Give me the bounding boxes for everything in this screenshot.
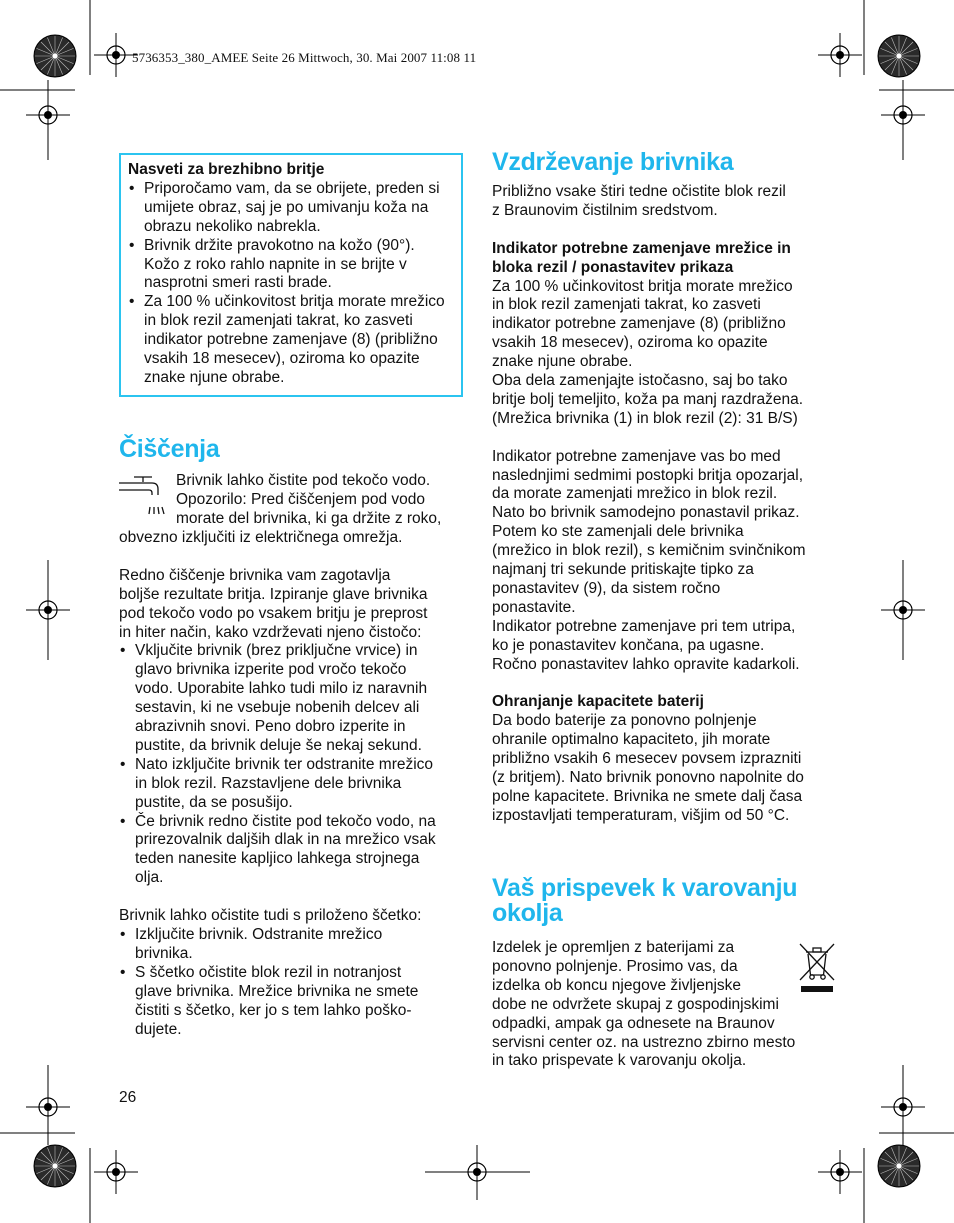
- text-line: in tako prispevate k varovanju okolja.: [492, 1052, 747, 1070]
- tip-item: • Brivnik držite pravokotno na kožo (90°). Kožo z roko rahlo napnite in se brijte v nasprotni smeri rasti brade.: [128, 237, 454, 294]
- list-item: [119, 964, 469, 1040]
- text-line: pod tekočo vodo po vsakem britju je preprost: [119, 604, 428, 622]
- text-line: morate del brivnika, ki ga držite z roko,: [176, 509, 442, 527]
- text-line: • Nato izključite brivnik ter odstranite mrežico: [135, 755, 434, 773]
- text-line: glavo brivnika izperite pod vročo tekočo: [135, 661, 407, 679]
- list-item: [119, 926, 469, 964]
- text-line: Da bodo baterije za ponovno polnjenje: [492, 712, 757, 730]
- text-line: najmanj tri sekunde pritiskajte tipko za: [492, 561, 754, 579]
- list-item: [119, 642, 469, 755]
- cleaning-heading: Čiščenja: [119, 435, 220, 463]
- text-line: (mrežico in blok rezil), s kemičnim svinčnikom: [492, 542, 806, 560]
- tip-item: • Za 100 % učinkovitost britja morate mrežico in blok rezil zamenjati takrat, ko zasveti indikator potrebne zamenjave (8) (približno vsakih 18 mesecev), oziroma ko opazite znake njune obrabe.: [128, 293, 454, 388]
- list-item: [119, 756, 469, 813]
- cleaning-body: [119, 529, 469, 1039]
- text-line: (z britjem). Nato brivnik ponovno napolnite do: [492, 769, 804, 787]
- text-line: • S ščetko očistite blok rezil in notranjost: [135, 963, 402, 981]
- text-line: Brivnik lahko čistite pod tekočo vodo.: [176, 472, 431, 489]
- cleaning-steps: [119, 642, 469, 888]
- text-line: naslednjimi sedmimi postopki britja opozarjal,: [492, 466, 803, 484]
- text-line: teden nanesite kapljico lahkega strojnega: [135, 850, 420, 868]
- text-line: z Braunovim čistilnim sredstvom.: [492, 201, 718, 219]
- text-line: Za 100 % učinkovitost britja morate mrežico: [492, 277, 793, 295]
- text-line: približno vsakih 6 mesecev povsem izprazniti: [492, 750, 802, 768]
- text-line: Približno vsake štiri tedne očistite blok rezil: [492, 183, 786, 200]
- text-line: brivnika.: [135, 944, 193, 962]
- water-tap-icon: [118, 474, 166, 516]
- text-line: Indikator potrebne zamenjave pri tem utripa,: [492, 617, 796, 635]
- text-line: pustite, da se posušijo.: [135, 793, 293, 811]
- list-item: [119, 813, 469, 889]
- text-line: Redno čiščenje brivnika vam zagotavlja: [119, 566, 391, 584]
- text-line: znake njune obrabe.: [492, 353, 633, 371]
- maintenance-body: [492, 183, 842, 826]
- text-line: (Mrežica brivnika (1) in blok rezil (2): 31 B/S): [492, 409, 798, 427]
- heading-line: Vaš prispevek k varovanju: [492, 874, 798, 902]
- text-line: pustite, da brivnik deluje še nekaj sekund.: [135, 736, 422, 754]
- cleaning-icon-text: [176, 472, 476, 529]
- environment-heading: [492, 876, 797, 926]
- text-line: britje bolj temeljito, koža pa manj razdražena.: [492, 390, 804, 408]
- crossed-bin-icon: [798, 942, 836, 994]
- text-line: izpostavljati temperaturam, višjim od 50 °C.: [492, 806, 790, 824]
- heading-line: okolja: [492, 899, 563, 927]
- environment-body: [492, 939, 842, 1071]
- text-line: servisni center oz. na ustrezno zbirno mesto: [492, 1033, 796, 1051]
- text-line: izdelka ob koncu njegove življenjske: [492, 976, 742, 994]
- subheading: Ohranjanje kapacitete baterij: [492, 693, 704, 711]
- text-line: boljše rezultate britja. Izpiranje glave brivnika: [119, 585, 428, 603]
- text-line: abrazivnih snovi. Peno dobro izperite in: [135, 718, 406, 736]
- text-line: da morate zamenjati mrežico in blok rezil.: [492, 485, 778, 503]
- tips-title: Nasveti za brezhibno britje: [128, 161, 325, 178]
- text-line: ohranile optimalno kapaciteto, jih morate: [492, 731, 771, 749]
- tips-box: [119, 153, 463, 397]
- text-line: in blok rezil. Razstavljene dele brivnika: [135, 774, 402, 792]
- text-line: odpadki, ampak ga odnesete na Braunov: [492, 1014, 775, 1032]
- text-line: Indikator potrebne zamenjave vas bo med: [492, 447, 781, 465]
- tips-list: [128, 180, 454, 388]
- text-line: polne kapacitete. Brivnika ne smete dalj časa: [492, 787, 803, 805]
- text-line: ponastavitev (9), da sistem ročno: [492, 580, 721, 597]
- text-line: glave brivnika. Mrežice brivnika ne smete: [135, 982, 419, 1000]
- maintenance-heading: Vzdrževanje brivnika: [492, 148, 734, 176]
- text-line: Ročno ponastavitev lahko opravite kadarkoli.: [492, 655, 800, 673]
- text-line: ko je ponastavitev končana, pa ugasne.: [492, 636, 765, 654]
- text-line: sestavin, ki ne vsebuje nobenih delcev ali: [135, 699, 420, 717]
- subheading: bloka rezil / ponastavitev prikaza: [492, 258, 734, 276]
- text-line: ponastavite.: [492, 598, 576, 616]
- text-line: olja.: [135, 869, 164, 887]
- tip-item: • Priporočamo vam, da se obrijete, preden si umijete obraz, saj je po umivanju koža na obrazu nekoliko nabrekla.: [128, 180, 454, 237]
- text-line: vodo. Uporabite lahko tudi milo iz naravnih: [135, 680, 428, 698]
- text-line: in blok rezil zamenjati takrat, ko zasveti: [492, 296, 761, 314]
- text-line: dujete.: [135, 1020, 182, 1038]
- subheading: Indikator potrebne zamenjave mrežice in: [492, 239, 791, 257]
- text-line: vsakih 18 mesecev), oziroma ko opazite: [492, 334, 768, 352]
- text-line: in hiter način, kako vzdrževati njeno čistočo:: [119, 623, 422, 641]
- text-line: čistiti s ščetko, ker jo s tem lahko poško-: [135, 1001, 412, 1019]
- text-line: • Vključite brivnik (brez priključne vrvice) in: [135, 642, 418, 660]
- text-line: ponovno polnjenje. Prosimo vas, da: [492, 957, 738, 975]
- page-number: 26: [119, 1089, 137, 1106]
- text-line: Opozorilo: Pred čiščenjem pod vodo: [176, 490, 425, 508]
- text-line: obvezno izključiti iz električnega omrežja.: [119, 529, 403, 546]
- text-line: prirezovalnik daljših dlak in na mrežico vsak: [135, 831, 436, 849]
- text-line: • Izključite brivnik. Odstranite mrežico: [135, 926, 383, 943]
- text-line: Izdelek je opremljen z baterijami za: [492, 939, 735, 956]
- text-line: Nato bo brivnik samodejno ponastavil prikaz.: [492, 504, 800, 522]
- text-line: Oba dela zamenjajte istočasno, saj bo tako: [492, 372, 788, 390]
- text-line: indikator potrebne zamenjave (8) (približno: [492, 315, 786, 333]
- text-line: Potem ko ste zamenjali dele brivnika: [492, 523, 744, 541]
- print-slug: 5736353_380_AMEE Seite 26 Mittwoch, 30. Mai 2007 11:08 11: [132, 50, 477, 65]
- brush-steps: [119, 926, 469, 1039]
- text-line: • Če brivnik redno čistite pod tekočo vodo, na: [135, 812, 436, 830]
- text-line: Brivnik lahko očistite tudi s priloženo ščetko:: [119, 907, 422, 925]
- text-line: dobe ne odvržete skupaj z gospodinjskimi: [492, 995, 779, 1013]
